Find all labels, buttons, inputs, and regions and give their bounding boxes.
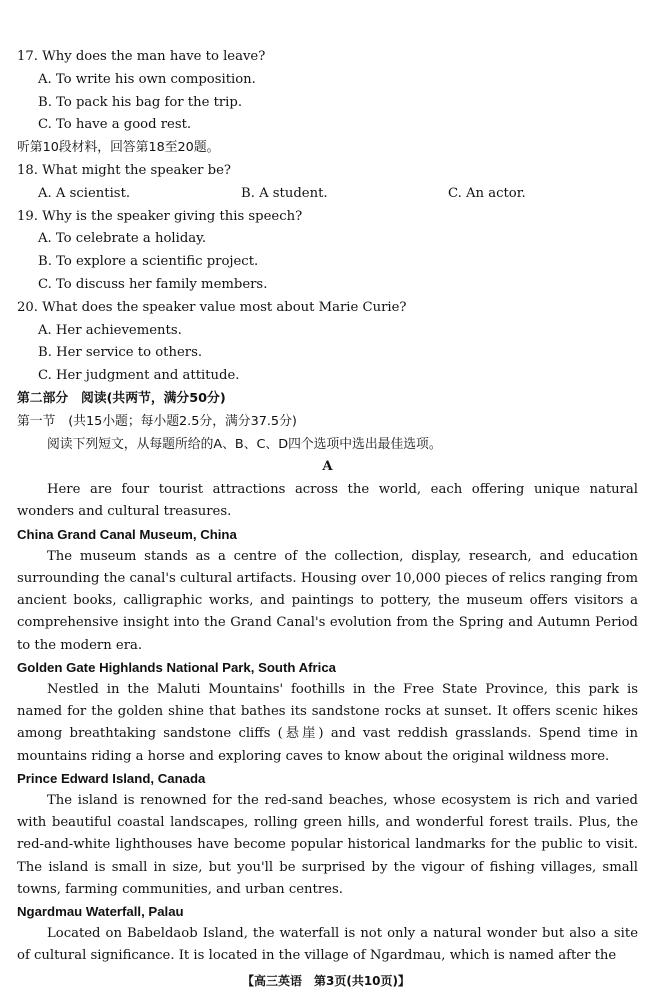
- reading-instruction: 阅读下列短文，从每题所给的A、B、C、D四个选项中选出最佳选项。: [47, 436, 442, 452]
- option: B. To explore a scientific project.: [38, 254, 259, 270]
- passage-label: A: [322, 459, 333, 475]
- section-title: 第一节 (共15小题；每小题2.5分，满分37.5分): [17, 413, 297, 429]
- listening-instruction: 听第10段材料，回答第18至20题。: [17, 140, 220, 156]
- attraction-text: The museum stands as a centre of the collection, display, research, and education surrounding the canal's cultural artifacts. Housing over 10,000 pieces of relics ranging from ancient books, calligraphic works, and paintings to pottery, the museum offers visitors a comprehensive insight into the Grand Canal's evolution from the Spring and Autumn Period to the modern era.: [17, 548, 638, 653]
- option: A. Her achievements.: [38, 322, 182, 338]
- attraction-heading: Golden Gate Highlands National Park, South Africa: [17, 659, 336, 675]
- option: C. An actor.: [448, 185, 526, 201]
- option: C. To have a good rest.: [38, 117, 192, 133]
- question-stem: 19. Why is the speaker giving this speech?: [17, 208, 303, 224]
- option: A. A scientist.: [38, 185, 131, 201]
- question-stem: 18. What might the speaker be?: [17, 162, 231, 178]
- attraction-heading: Prince Edward Island, Canada: [17, 770, 206, 786]
- option: B. Her service to others.: [38, 345, 203, 361]
- part-title: 第二部分 阅读(共两节，满分50分): [17, 390, 226, 406]
- attraction-heading: China Grand Canal Museum, China: [17, 526, 237, 542]
- option: B. A student.: [241, 185, 328, 201]
- attraction-text: Nestled in the Maluti Mountains' foothills in the Free State Province, this park is named for the golden shine that bathes its sandstone rocks at sunset. It offers scenic hikes among breathtaking sandstone cliffs (悬崖) and vast reddish grasslands. Spend time in mountains riding a horse and exploring caves to know about the original wildness more.: [17, 681, 638, 764]
- option: C. Her judgment and attitude.: [38, 368, 240, 384]
- option: A. To celebrate a holiday.: [38, 231, 207, 247]
- attraction-text: Located on Babeldaob Island, the waterfall is not only a natural wonder but also a site of cultural significance. It is located in the village of Ngardmau, which is named after the: [17, 926, 638, 964]
- option: C. To discuss her family members.: [38, 276, 268, 292]
- attraction-text: The island is renowned for the red-sand beaches, whose ecosystem is rich and varied with beautiful coastal landscapes, rolling green hills, and wonderful forest trails. Plus, the red-and-white lighthouses have become popular historical landmarks for the public to visit. The island is small in size, but you'll be surprised by the vigour of fishing villages, small towns, farming communities, and urban centres.: [17, 792, 638, 897]
- question-stem: 17. Why does the man have to leave?: [17, 49, 266, 64]
- page-footer: 【高三英语 第3页(共10页)】: [241, 974, 411, 988]
- option-row: [17, 183, 638, 206]
- question-stem: 20. What does the speaker value most about Marie Curie?: [17, 299, 407, 315]
- option: A. To write his own composition.: [38, 71, 256, 87]
- option: B. To pack his bag for the trip.: [38, 94, 243, 110]
- passage-intro: Here are four tourist attractions across the world, each offering unique natural wonders and cultural treasures.: [17, 482, 638, 520]
- attraction-heading: Ngardmau Waterfall, Palau: [17, 904, 184, 919]
